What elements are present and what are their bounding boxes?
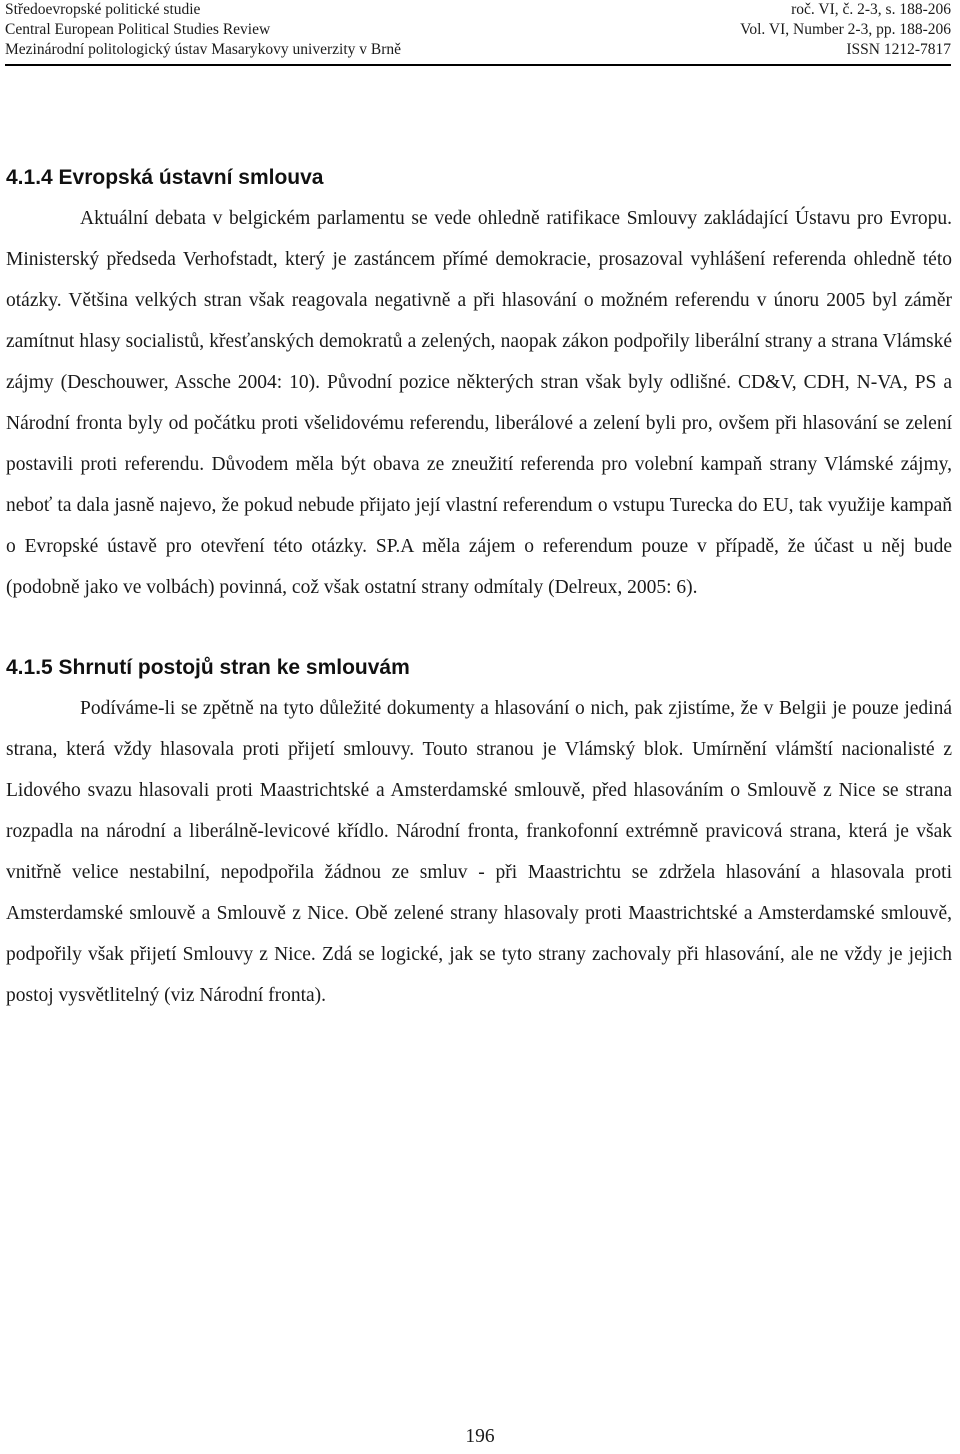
journal-name-cz: Středoevropské politické studie <box>5 1 201 18</box>
issn: ISSN 1212-7817 <box>846 41 951 58</box>
section-paragraph-4-1-4: Aktuální debata v belgickém parlamentu se vede ohledně ratifikace Smlouvy zakládající Ústavu pro Evropu. Ministerský předseda Verhofstadt, který je zastáncem přímé demokracie, prosazoval vyhlášení referenda ohledně této otázky. Většina velkých stran však reagovala negativně a při hlasování o možném referendu v únoru 2005 byl záměr zamítnut hlasy socialistů, křesťanských demokratů a zelených, naopak zákon podpořily liberální strany a strana Vlámské zájmy (Deschouwer, Assche 2004: 10). Původní pozice některých stran však byly odlišné. CD&V, CDH, N-VA, PS a Národní fronta byly od počátku proti všelidovému referendu, liberálové a zelení byli pro, ovšem při hlasování se zelení postavili proti referendu. Důvodem měla být obava ze zneužití referenda pro volební kampaň strany Vlámské zájmy, neboť ta dala jasně najevo, že pokud nebude přijato její vlastní referendum o vstupu Turecka do EU, tak využije kampaň o Evropské ústavě pro otevření této otázky. SP.A měla zájem o referendum pouze v případě, že účast u něj bude (podobně jako ve volbách) povinná, což však ostatní strany odmítaly (Delreux, 2005: 6). <box>6 208 952 598</box>
section-spacer <box>6 608 952 648</box>
header-row-1 <box>5 0 951 20</box>
header-row-3 <box>5 40 951 60</box>
page-number: 196 <box>465 1426 495 1447</box>
journal-name-en: Central European Political Studies Review <box>5 21 271 38</box>
volume-info-cz: roč. VI, č. 2-3, s. 188-206 <box>791 1 951 18</box>
publisher: Mezinárodní politologický ústav Masarykovy univerzity v Brně <box>5 41 402 58</box>
page-body <box>6 158 952 1016</box>
section-paragraph-4-1-5: Podíváme-li se zpětně na tyto důležité dokumenty a hlasování o nich, pak zjistíme, že v Belgii je pouze jediná strana, která vždy hlasovala proti přijetí smlouvy. Touto stranou je Vlámský blok. Umírnění vlámští nacionalisté z Lidového svazu hlasovali proti Maastrichtské a Amsterdamské smlouvě, před hlasováním o Smlouvě z Nice se strana rozpadla na národní a liberálně-levicové křídlo. Národní fronta, frankofonní extrémně pravicová strana, která je však vnitřně velice nestabilní, nepodpořila žádnou ze smluv - při Maastrichtu se zdržela hlasování a hlasovala proti Amsterdamské smlouvě a Smlouvě z Nice. Obě zelené strany hlasovaly proti Maastrichtské a Amsterdamské smlouvě, podpořily však přijetí Smlouvy z Nice. Zdá se logické, jak se tyto strany zachovaly při hlasování, ale ne vždy je jejich postoj vysvětlitelný (viz Národní fronta). <box>6 698 952 1006</box>
running-header <box>5 0 951 66</box>
header-row-2 <box>5 20 951 40</box>
volume-info-en: Vol. VI, Number 2-3, pp. 188-206 <box>740 21 951 38</box>
section-heading-4-1-4: 4.1.4 Evropská ústavní smlouva <box>6 166 324 189</box>
section-heading-4-1-5: 4.1.5 Shrnutí postojů stran ke smlouvám <box>6 656 410 679</box>
